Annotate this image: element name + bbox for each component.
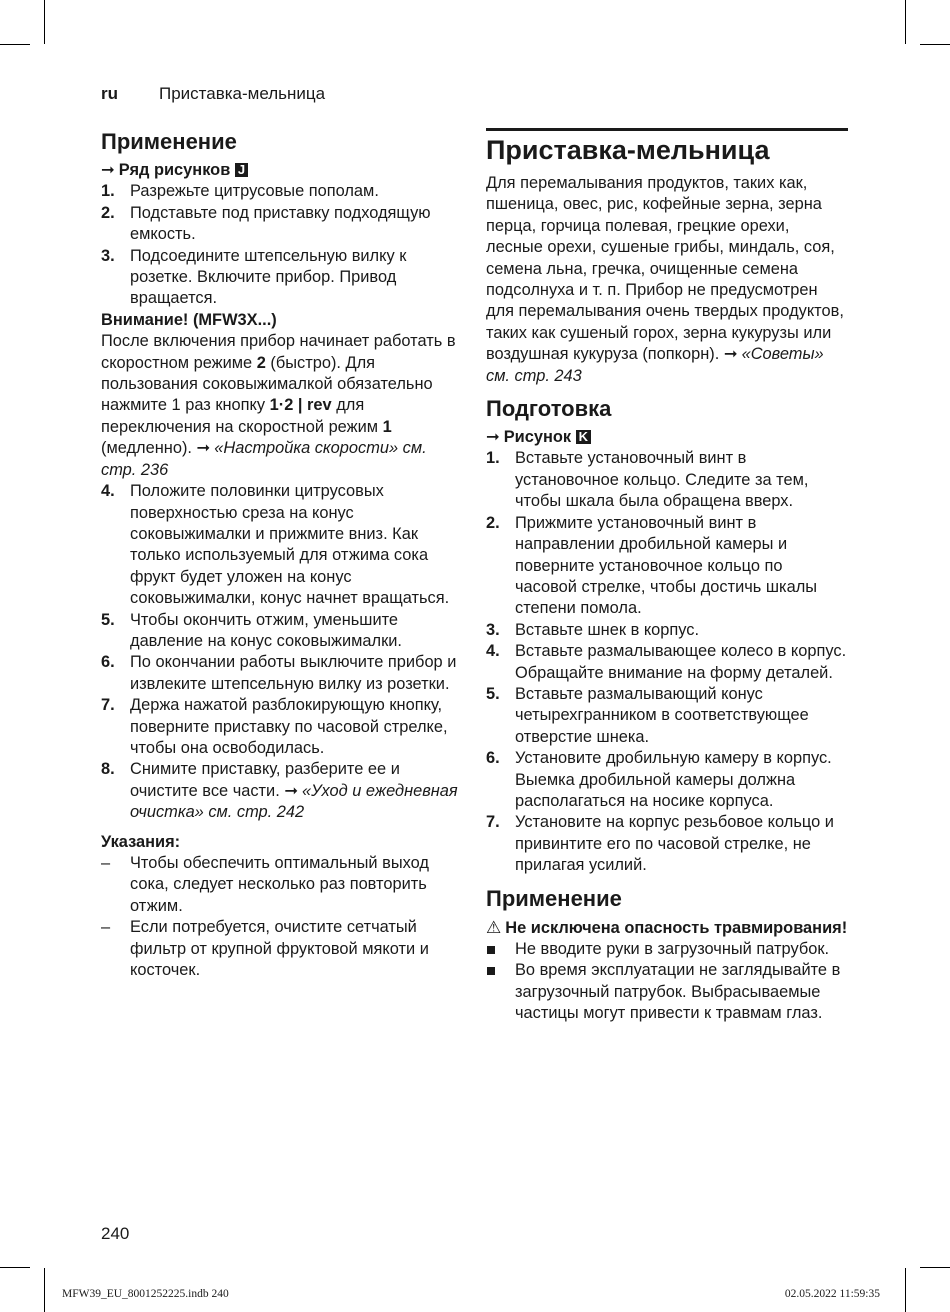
step-number: 7.	[486, 813, 500, 832]
crop-mark	[920, 1267, 950, 1268]
step-list	[101, 181, 463, 309]
step-number: 2.	[486, 513, 500, 532]
list-item	[101, 917, 463, 981]
list-item	[486, 960, 848, 1024]
step-text: Подставьте под приставку подходящую емкость.	[130, 203, 431, 244]
warning-triangle-icon: ⚠	[486, 917, 502, 937]
list-item	[486, 620, 848, 641]
warning-title: ⚠ Не исключена опасность травмирования!	[486, 917, 848, 937]
footer-timestamp: 02.05.2022 11:59:35	[784, 1288, 880, 1300]
step-number: 3.	[101, 246, 115, 265]
dash-bullet: –	[101, 854, 111, 872]
step-text: Прижмите установочный винт в направлении дробильной камеры и поверните установочное кольцо по часовой стрелке, чтобы достичь шкалы степени помола.	[515, 513, 818, 618]
note-text: Если потребуется, очистите сетчатый фильтр от крупной фруктовой мякоти и косточек.	[130, 918, 429, 980]
attention-title: Внимание! (MFW3X...)	[101, 310, 277, 329]
step-text: Держа нажатой разблокирующую кнопку, поверните приставку по часовой стрелке, чтобы она освободилась.	[130, 696, 448, 757]
step-list	[101, 481, 463, 759]
step-text: По окончании работы выключите прибор и извлеките штепсельную вилку из розетки.	[130, 653, 457, 693]
section-title: Приставка-мельница	[486, 135, 770, 165]
bullet-list	[486, 939, 848, 1025]
list-item	[101, 481, 463, 609]
step-text: Вставьте установочный винт в установочное кольцо. Следите за тем, чтобы шкала была обращена вверх.	[515, 449, 809, 511]
step-number: 4.	[486, 642, 500, 661]
notes-title: Указания:	[101, 832, 181, 851]
section-heading-use: Применение	[101, 129, 237, 154]
crop-mark	[920, 44, 950, 45]
step-number: 2.	[101, 203, 115, 222]
arrow-right-icon: ➞	[284, 781, 299, 800]
step-number: 1.	[101, 182, 115, 201]
step-list	[486, 448, 848, 876]
list-item	[486, 448, 848, 512]
header-title: Приставка-мельница	[159, 84, 326, 103]
attention-text: После включения прибор начинает работать в скоростном режиме 2 (быстро). Для пользования соковыжималкой обязательно нажмите 1 раз кнопку 1·2 | rev для переключения на скоростной режим 1 (медленно). ➞ «Настройка скорости» см. стр. 236	[101, 332, 456, 479]
step-number: 3.	[486, 620, 500, 639]
list-item	[486, 684, 848, 748]
step-text: Чтобы окончить отжим, уменьшите давление на конус соковыжималки.	[130, 610, 402, 650]
figure-reference: ➞ Рисунок K	[486, 427, 848, 448]
crop-mark	[44, 1268, 45, 1312]
note-text: Чтобы обеспечить оптимальный выход сока, следует несколько раз повторить отжим.	[130, 854, 429, 915]
step-number: 6.	[101, 653, 115, 672]
bullet-text: Не вводите руки в загрузочный патрубок.	[515, 940, 830, 958]
step-number: 7.	[101, 696, 115, 715]
list-item	[101, 203, 463, 246]
list-item	[101, 181, 463, 202]
crop-mark	[0, 1267, 30, 1268]
step-text: Установите дробильную камеру в корпус. Выемка дробильной камеры должна располагаться на носике корпуса.	[515, 749, 832, 810]
notes-list	[101, 853, 463, 981]
figure-reference: ➞ Ряд рисунков J	[101, 160, 463, 181]
list-item	[101, 853, 463, 917]
footer-file: MFW39_EU_8001252225.indb 240	[62, 1288, 229, 1300]
step-text: Вставьте шнек в корпус.	[515, 620, 700, 639]
list-item	[101, 246, 463, 310]
list-item	[486, 939, 848, 960]
step-text: Разрежьте цитрусовые пополам.	[130, 182, 379, 201]
language-code: ru	[101, 84, 118, 103]
step-text: Подсоедините штепсельную вилку к розетке. Включите прибор. Привод вращается.	[130, 246, 407, 308]
section-heading-use: Применение	[486, 885, 622, 911]
list-item	[486, 513, 848, 620]
list-item	[486, 812, 848, 876]
cross-reference: «Настройка скорости» см. стр. 236	[101, 439, 427, 479]
running-header	[101, 84, 325, 104]
arrow-right-icon: ➞	[486, 428, 500, 447]
list-item: 8. Снимите приставку, разберите ее и очистите все части. ➞ «Уход и ежедневная очистка» см. стр. 242	[101, 760, 458, 822]
crop-mark	[905, 1268, 906, 1312]
square-bullet-icon	[487, 946, 495, 954]
left-column	[101, 128, 463, 981]
crop-mark	[44, 0, 45, 44]
step-number: 1.	[486, 449, 500, 468]
list-item	[486, 641, 848, 684]
step-number: 6.	[486, 749, 500, 768]
step-number: 4.	[101, 482, 115, 501]
step-text: Вставьте размалывающее колесо в корпус. Обращайте внимание на форму деталей.	[515, 642, 847, 682]
cross-reference: «Уход и ежедневная очистка» см. стр. 242	[130, 781, 458, 822]
cross-reference: «Советы» см. стр. 243	[486, 345, 824, 385]
step-text: Вставьте размалывающий конус четырехгранником в соответствующее отверстие шнека.	[515, 684, 809, 746]
list-item	[101, 610, 463, 653]
bullet-text: Во время эксплуатации не заглядывайте в загрузочный патрубок. Выбрасываемые частицы могут привести к травмам глаз.	[515, 961, 841, 1023]
figure-letter-badge: J	[235, 163, 248, 177]
list-item	[101, 695, 463, 759]
list-item	[486, 748, 848, 812]
crop-mark	[905, 0, 906, 44]
step-text: Установите на корпус резьбовое кольцо и привинтите его по часовой стрелке, не прилагая усилий.	[515, 813, 834, 875]
square-bullet-icon	[487, 967, 495, 975]
figure-letter-badge: K	[576, 430, 591, 444]
arrow-right-icon: ➞	[723, 345, 738, 364]
dash-bullet: –	[101, 918, 111, 937]
section-heading-prep: Подготовка	[486, 396, 612, 422]
step-text: Положите половинки цитрусовых поверхностью среза на конус соковыжималки и прижмите вниз. Как только используемый для отжима сока фрукт будет уложен на конус соковыжималки, конус начнет вращаться.	[130, 482, 450, 608]
page-number: 240	[101, 1224, 130, 1243]
arrow-right-icon: ➞	[196, 439, 211, 458]
step-number: 5.	[486, 684, 500, 703]
crop-mark	[0, 44, 30, 45]
arrow-right-icon: ➞	[101, 161, 115, 179]
list-item	[101, 652, 463, 695]
right-column	[486, 128, 848, 1025]
step-number: 5.	[101, 610, 115, 629]
intro-paragraph: Для перемалывания продуктов, таких как, пшеница, овес, рис, кофейные зерна, зерна перца, горчица полевая, грецкие орехи, лесные орехи, сушеные грибы, миндаль, соя, семена льна, гречка, очищенные семена подсолнуха и т. п. Прибор не предусмотрен для перемалывания очень твердых продуктов, таких как сушеный горох, зерна кукурузы или воздушная кукуруза (попкорн). ➞ «Советы» см. стр. 243	[486, 174, 844, 385]
